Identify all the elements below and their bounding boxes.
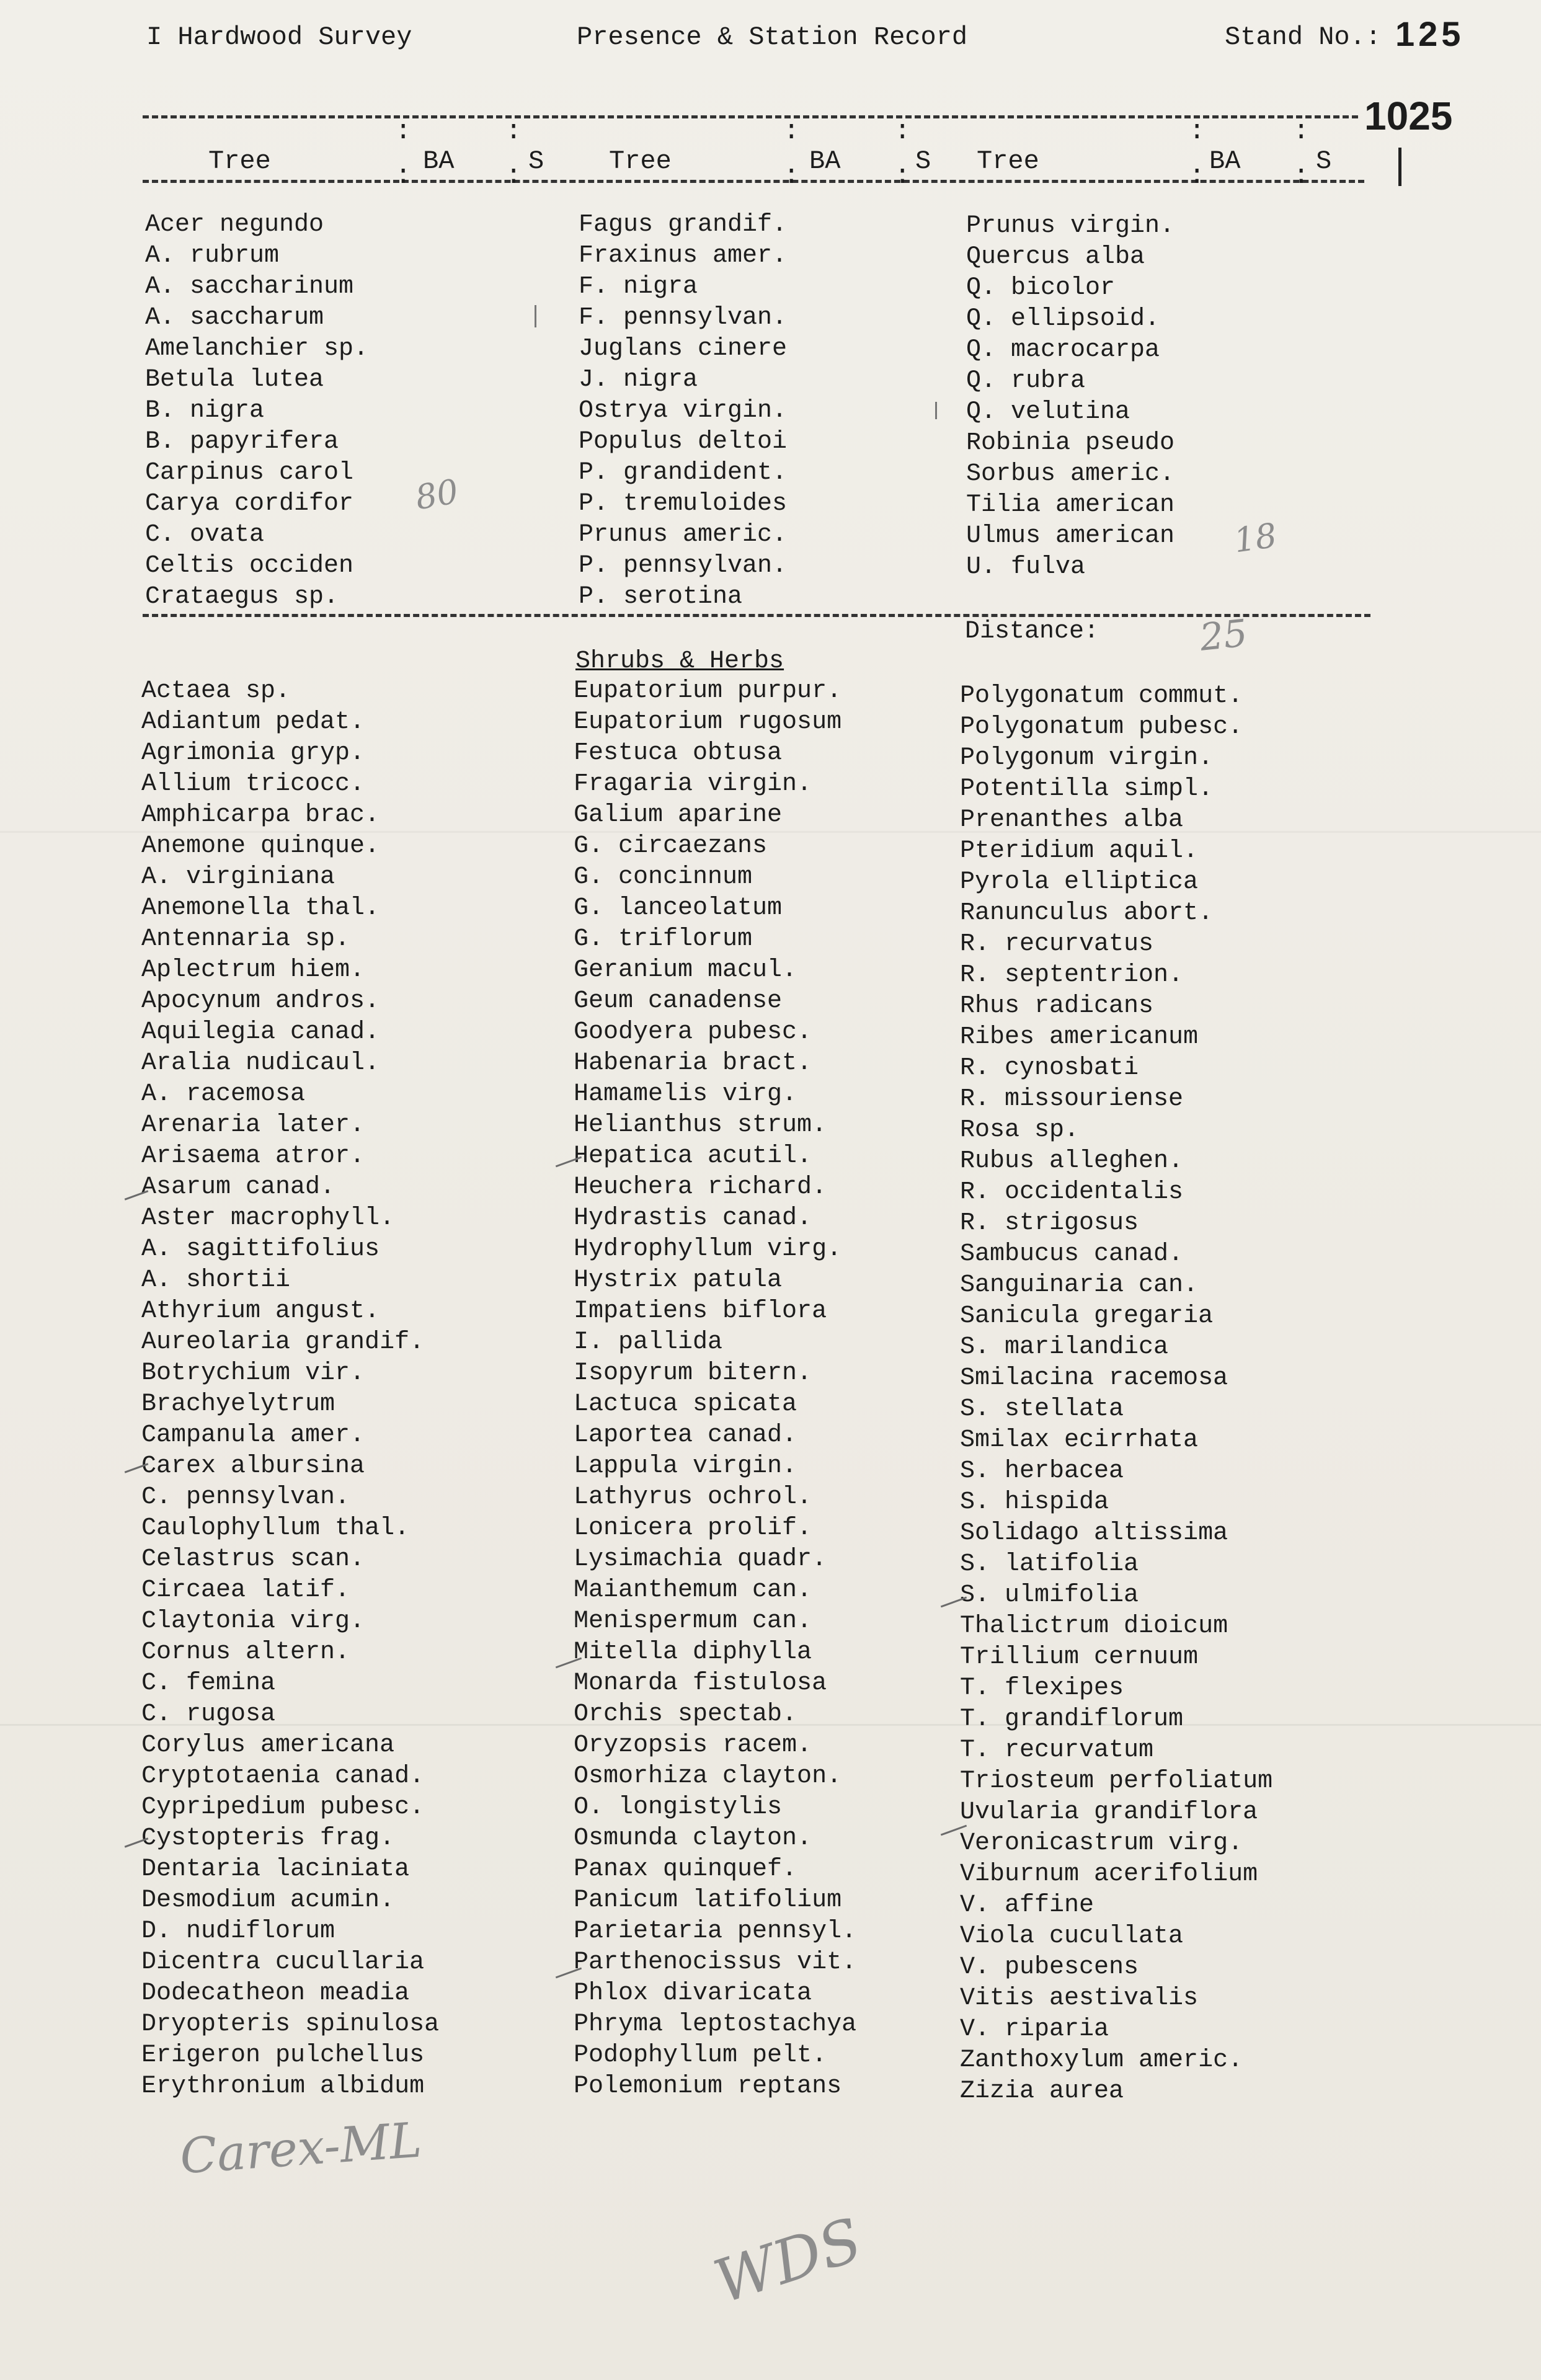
herb-species: Hydrophyllum virg. [574,1235,842,1263]
herb-species: S. stellata [960,1395,1124,1423]
herb-species: Zanthoxylum americ. [960,2046,1243,2074]
herb-species: A. shortii [141,1266,291,1294]
herb-species: Asarum canad. [141,1173,335,1201]
herb-species: Fragaria virgin. [574,770,812,798]
herb-species: A. sagittifolius [141,1235,380,1263]
herb-species: Polemonium reptans [574,2072,842,2100]
handwritten-initials: WDS [706,2205,870,2317]
herb-species: Hepatica acutil. [574,1142,812,1170]
tree-species: P. grandident. [579,459,788,487]
herb-species: S. ulmifolia [960,1581,1139,1609]
herb-species: Geranium macul. [574,956,797,984]
herb-species: Sambucus canad. [960,1240,1184,1268]
herb-species: Trillium cernuum [960,1643,1199,1671]
herb-species: Helianthus strum. [574,1111,827,1139]
herb-species: G. lanceolatum [574,894,783,922]
herb-species: Apocynum andros. [141,987,380,1015]
tree-species: C. ovata [145,521,265,549]
tree-species: F. nigra [579,273,698,301]
col-separator: : [1189,161,1206,192]
herb-species: Campanula amer. [141,1421,365,1449]
col-header-tree: Tree [609,146,672,176]
herb-species: Dentaria laciniata [141,1855,410,1883]
tree-species: Fagus grandif. [579,211,788,239]
tree-species: Celtis occiden [145,552,354,580]
herb-species: Geum canadense [574,987,783,1015]
herb-list-col2 [574,676,856,2102]
record-title: Presence & Station Record [577,22,968,52]
herb-species: Lysimachia quadr. [574,1545,827,1573]
tree-species: Fraxinus amer. [579,242,788,270]
herb-species: Thalictrum dioicum [960,1612,1228,1640]
herb-species: Smilax ecirrhata [960,1426,1199,1454]
herb-species: T. flexipes [960,1674,1124,1702]
herb-species: Orchis spectab. [574,1700,797,1728]
herb-species: Lappula virgin. [574,1452,797,1480]
tree-species: A. saccharum [145,304,324,332]
herb-species: Aster macrophyll. [141,1204,395,1232]
stand-number: 125 [1395,14,1465,53]
herb-species: Lonicera prolif. [574,1514,812,1542]
herb-species: Carex albursina [141,1452,365,1480]
herb-species: Amphicarpa brac. [141,801,380,829]
herb-species: Impatiens biflora [574,1297,827,1325]
herb-species: R. septentrion. [960,961,1184,989]
herb-species: R. recurvatus [960,930,1154,958]
herb-species: Athyrium angust. [141,1297,380,1325]
shrubs-herbs-title: Shrubs & Herbs [575,647,784,675]
herb-species: Brachyelytrum [141,1390,335,1418]
tree-list-col1 [145,210,368,613]
herb-species: V. riparia [960,2015,1109,2043]
handwritten-carex-note: Carex-ML [178,2112,424,2185]
herb-species: Hamamelis virg. [574,1080,797,1108]
herb-species: V. affine [960,1891,1095,1919]
herb-species: Heuchera richard. [574,1173,827,1201]
col-header-s: S [1316,146,1332,176]
herb-species: Isopyrum bitern. [574,1359,812,1387]
herb-species: Dodecatheon meadia [141,1979,410,2007]
herb-species: R. occidentalis [960,1178,1184,1206]
herb-species: Pyrola elliptica [960,868,1199,896]
herb-species: Vitis aestivalis [960,1984,1199,2012]
herb-species: Aralia nudicaul. [141,1049,380,1077]
herb-species: Erythronium albidum [141,2072,425,2100]
tree-species: Q. ellipsoid. [966,305,1160,333]
herb-species: Polygonatum pubesc. [960,713,1243,741]
tree-species: Q. rubra [966,367,1086,395]
col-header-s: S [915,146,931,176]
col-separator: : [505,116,522,147]
herb-species: Arenaria later. [141,1111,365,1139]
tree-species: Quercus alba [966,243,1145,271]
herb-species: Arisaema atror. [141,1142,365,1170]
tree-species: Prunus virgin. [966,212,1175,240]
herb-species: Antennaria sp. [141,925,350,953]
herb-species: Corylus americana [141,1731,395,1759]
col-header-tree: Tree [208,146,271,176]
tree-species: B. papyrifera [145,428,339,456]
herb-species: Claytonia virg. [141,1607,365,1635]
herb-species: Laportea canad. [574,1421,797,1449]
tree-species: Amelanchier sp. [145,335,369,363]
herb-species: Aureolaria grandif. [141,1328,425,1356]
herb-species: Podophyllum pelt. [574,2041,827,2069]
herb-species: S. hispida [960,1488,1109,1516]
tree-species: P. serotina [579,583,743,611]
herb-species: Osmunda clayton. [574,1824,812,1852]
header-rule-top [143,115,1358,118]
herb-species: Prenanthes alba [960,806,1184,834]
herb-species: Ribes americanum [960,1023,1199,1051]
herb-species: Agrimonia gryp. [141,739,365,767]
herb-species: Galium aparine [574,801,783,829]
col-header-tree: Tree [977,146,1039,176]
herb-species: S. latifolia [960,1550,1139,1578]
herb-species: Lathyrus ochrol. [574,1483,812,1511]
herb-species: Viburnum acerifolium [960,1860,1258,1888]
herb-species: Rubus alleghen. [960,1147,1184,1175]
herb-species: O. longistylis [574,1793,783,1821]
herb-species: A. racemosa [141,1080,306,1108]
herb-species: R. missouriense [960,1085,1184,1113]
col-separator: : [894,116,911,147]
herb-species: Celastrus scan. [141,1545,365,1573]
herb-species: Sanicula gregaria [960,1302,1214,1330]
col-separator: : [395,161,412,192]
col-header-ba: BA [1209,146,1241,176]
tree-species: U. fulva [966,553,1086,581]
tree-species: Carya cordifor [145,490,354,518]
herb-species: Veronicastrum virg. [960,1829,1243,1857]
herb-species: Phryma leptostachya [574,2010,857,2038]
herb-species: C. pennsylvan. [141,1483,350,1511]
herb-species: Cystopteris frag. [141,1824,395,1852]
tree-species: Sorbus americ. [966,460,1175,488]
herb-species: Uvularia grandiflora [960,1798,1258,1826]
tree-species: Betula lutea [145,366,324,394]
tree-species: P. tremuloides [579,490,788,518]
herb-species: Zizia aurea [960,2077,1124,2105]
tree-species: Carpinus carol [145,459,354,487]
herb-species: Anemonella thal. [141,894,380,922]
stamp-number: 1025 [1364,94,1453,138]
herb-species: S. herbacea [960,1457,1124,1485]
col-separator: : [1293,116,1310,147]
col-header-s: S [528,146,544,176]
herb-species: Aquilegia canad. [141,1018,380,1046]
herb-species: R. cynosbati [960,1054,1139,1082]
col-separator: : [783,161,800,192]
herb-species: Ranunculus abort. [960,899,1214,927]
handwritten-distance: 25 [1197,611,1250,660]
herb-species: Adiantum pedat. [141,708,365,736]
herb-species: Cypripedium pubesc. [141,1793,425,1821]
herb-list-col3 [960,681,1272,2107]
handwritten-ba-80: 80 [412,471,461,518]
herb-species: Oryzopsis racem. [574,1731,812,1759]
herb-species: Festuca obtusa [574,739,783,767]
herb-species: Mitella diphylla [574,1638,812,1666]
tree-species: B. nigra [145,397,265,425]
herb-species: Anemone quinque. [141,832,380,860]
herb-species: Phlox divaricata [574,1979,812,2007]
herb-species: Panax quinquef. [574,1855,797,1883]
tree-species: Prunus americ. [579,521,788,549]
herb-species: Parthenocissus vit. [574,1948,857,1976]
col-header-ba: BA [423,146,455,176]
pencil-tick [935,402,939,419]
herb-species: Parietaria pennsyl. [574,1917,857,1945]
tree-species: J. nigra [579,366,698,394]
herb-species: R. strigosus [960,1209,1139,1237]
herb-species: Pteridium aquil. [960,837,1199,865]
herb-species: Solidago altissima [960,1519,1228,1547]
col-header-ba: BA [809,146,841,176]
herb-species: Cornus altern. [141,1638,350,1666]
herb-species: I. pallida [574,1328,723,1356]
herb-species: Hystrix patula [574,1266,783,1294]
herb-species: Circaea latif. [141,1576,350,1604]
distance-label: Distance: [965,618,1099,646]
tree-species: Q. velutina [966,398,1130,426]
herb-species: Hydrastis canad. [574,1204,812,1232]
pencil-tick [535,305,539,327]
herb-species: Smilacina racemosa [960,1364,1228,1392]
herb-species: V. pubescens [960,1953,1139,1981]
herb-species: Dryopteris spinulosa [141,2010,440,2038]
herb-species: Sanguinaria can. [960,1271,1199,1299]
herb-species: Eupatorium purpur. [574,677,842,705]
herb-species: Actaea sp. [141,677,291,705]
herb-species: Osmorhiza clayton. [574,1762,842,1790]
herb-species: Caulophyllum thal. [141,1514,410,1542]
herb-species: Erigeron pulchellus [141,2041,425,2069]
herb-species: Botrychium vir. [141,1359,365,1387]
header-rule-bottom [143,180,1364,183]
herb-species: C. femina [141,1669,276,1697]
herb-species: Menispermum can. [574,1607,812,1635]
tree-species: Acer negundo [145,211,324,239]
herb-species: C. rugosa [141,1700,276,1728]
tree-species: Tilia american [966,491,1175,519]
herb-species: Viola cucullata [960,1922,1184,1950]
herb-species: Maianthemum can. [574,1576,812,1604]
herb-species: G. circaezans [574,832,768,860]
tree-species: Populus deltoi [579,428,788,456]
tree-species: A. rubrum [145,242,280,270]
stamp-bar [1398,148,1401,186]
tree-species: F. pennsylvan. [579,304,788,332]
herb-species: Triosteum perfoliatum [960,1767,1273,1795]
herb-species: Potentilla simpl. [960,775,1214,803]
herb-species: Dicentra cucullaria [141,1948,425,1976]
tree-species: Ostrya virgin. [579,397,788,425]
herb-species: Eupatorium rugosum [574,708,842,736]
tree-species: P. pennsylvan. [579,552,788,580]
stand-label: Stand No.: [1225,22,1382,52]
herb-species: Habenaria bract. [574,1049,812,1077]
col-separator: : [1189,116,1206,147]
tree-species: Q. macrocarpa [966,336,1160,364]
herb-species: G. triflorum [574,925,753,953]
herb-list-col1 [141,676,439,2102]
herb-species: Rhus radicans [960,992,1154,1020]
col-separator: : [1293,161,1310,192]
tree-list-col2 [579,210,787,613]
herb-species: A. virginiana [141,863,335,891]
tree-species: Juglans cinere [579,335,788,363]
herb-species: G. concinnum [574,863,753,891]
herb-species: Goodyera pubesc. [574,1018,812,1046]
col-separator: : [894,161,911,192]
handwritten-ba-18: 18 [1231,515,1279,561]
herb-species: Desmodium acumin. [141,1886,395,1914]
herb-species: Polygonum virgin. [960,744,1214,772]
herb-species: D. nudiflorum [141,1917,335,1945]
herb-species: Lactuca spicata [574,1390,797,1418]
herb-species: T. grandiflorum [960,1705,1184,1733]
herb-species: Panicum latifolium [574,1886,842,1914]
herb-species: S. marilandica [960,1333,1169,1361]
herb-species: Rosa sp. [960,1116,1080,1144]
herb-species: Aplectrum hiem. [141,956,365,984]
col-separator: : [395,116,412,147]
herb-species: Monarda fistulosa [574,1669,827,1697]
survey-title: I Hardwood Survey [146,22,412,52]
herb-species: T. recurvatum [960,1736,1154,1764]
herb-species: Allium tricocc. [141,770,365,798]
tree-species: A. saccharinum [145,273,354,301]
tree-species: Ulmus american [966,522,1175,550]
herb-species: Polygonatum commut. [960,682,1243,710]
trees-bottom-rule [143,614,1370,617]
tree-list-col3 [966,211,1175,583]
col-separator: : [783,116,800,147]
tree-species: Robinia pseudo [966,429,1175,457]
herb-species: Cryptotaenia canad. [141,1762,425,1790]
tree-species: Q. bicolor [966,274,1116,302]
tree-species: Crataegus sp. [145,583,339,611]
col-separator: : [505,161,522,192]
